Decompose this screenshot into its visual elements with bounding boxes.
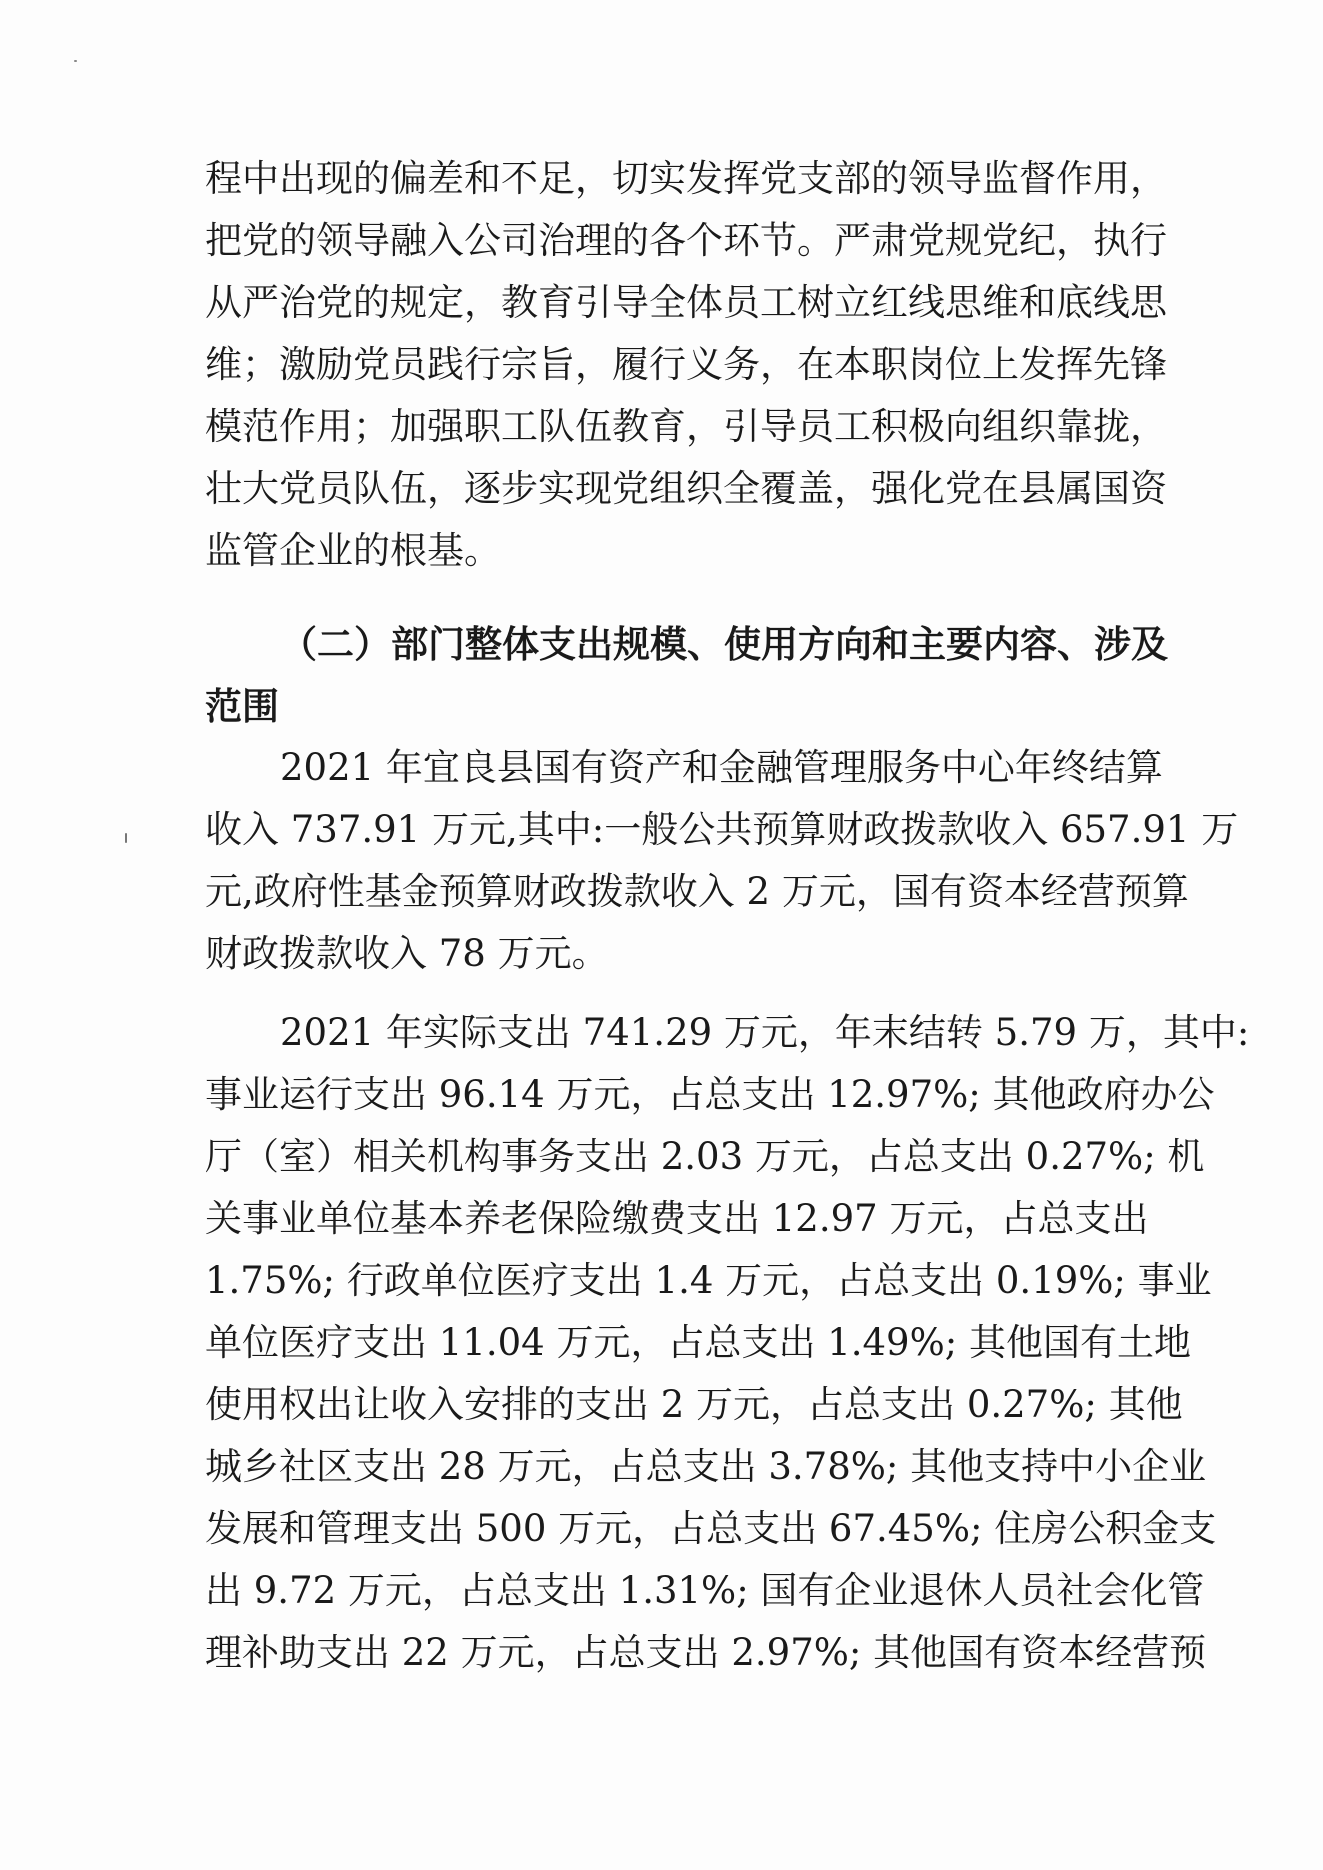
text-line: 把党的领导融入公司治理的各个环节。严肃党规党纪，执行 [205,219,1167,262]
text-line: 程中出现的偏差和不足，切实发挥党支部的领导监督作用， [205,157,1167,200]
section-heading: （二）部门整体支出规模、使用方向和主要内容、涉及 [280,622,1168,666]
text-line: 维；激励党员践行宗旨，履行义务，在本职岗位上发挥先锋 [205,343,1167,386]
text-line: 收入 737.91 万元,其中:一般公共预算财政拨款收入 657.91 万 [205,808,1239,851]
text-line: 出 9.72 万元，占总支出 1.31%; 国有企业退休人员社会化管 [205,1569,1205,1612]
text-line: 2021 年实际支出 741.29 万元，年末结转 5.79 万，其中: [280,1011,1250,1054]
text-line: 发展和管理支出 500 万元，占总支出 67.45%; 住房公积金支 [205,1507,1217,1550]
text-line: 单位医疗支出 11.04 万元，占总支出 1.49%; 其他国有土地 [205,1321,1191,1364]
text-line: 2021 年宜良县国有资产和金融管理服务中心年终结算 [280,746,1163,789]
text-line: 事业运行支出 96.14 万元，占总支出 12.97%; 其他政府办公 [205,1073,1215,1116]
scan-speck [125,833,127,843]
text-line: 使用权出让收入安排的支出 2 万元，占总支出 0.27%; 其他 [205,1383,1183,1426]
section-heading: 范围 [205,684,279,728]
text-line: 厅（室）相关机构事务支出 2.03 万元，占总支出 0.27%; 机 [205,1135,1205,1178]
text-line: 壮大党员队伍，逐步实现党组织全覆盖，强化党在县属国资 [205,467,1167,510]
text-line: 模范作用；加强职工队伍教育，引导员工积极向组织靠拢， [205,405,1167,448]
text-line: 从严治党的规定，教育引导全体员工树立红线思维和底线思 [205,281,1167,324]
text-line: 元,政府性基金预算财政拨款收入 2 万元，国有资本经营预算 [205,870,1189,913]
text-line: 1.75%; 行政单位医疗支出 1.4 万元，占总支出 0.19%; 事业 [205,1259,1212,1302]
text-line: 理补助支出 22 万元，占总支出 2.97%; 其他国有资本经营预 [205,1631,1207,1674]
text-line: 财政拨款收入 78 万元。 [205,932,609,975]
text-line: 监管企业的根基。 [205,529,501,572]
text-line: 城乡社区支出 28 万元，占总支出 3.78%; 其他支持中小企业 [205,1445,1207,1488]
scan-speck [74,60,77,62]
text-line: 关事业单位基本养老保险缴费支出 12.97 万元，占总支出 [205,1197,1149,1240]
